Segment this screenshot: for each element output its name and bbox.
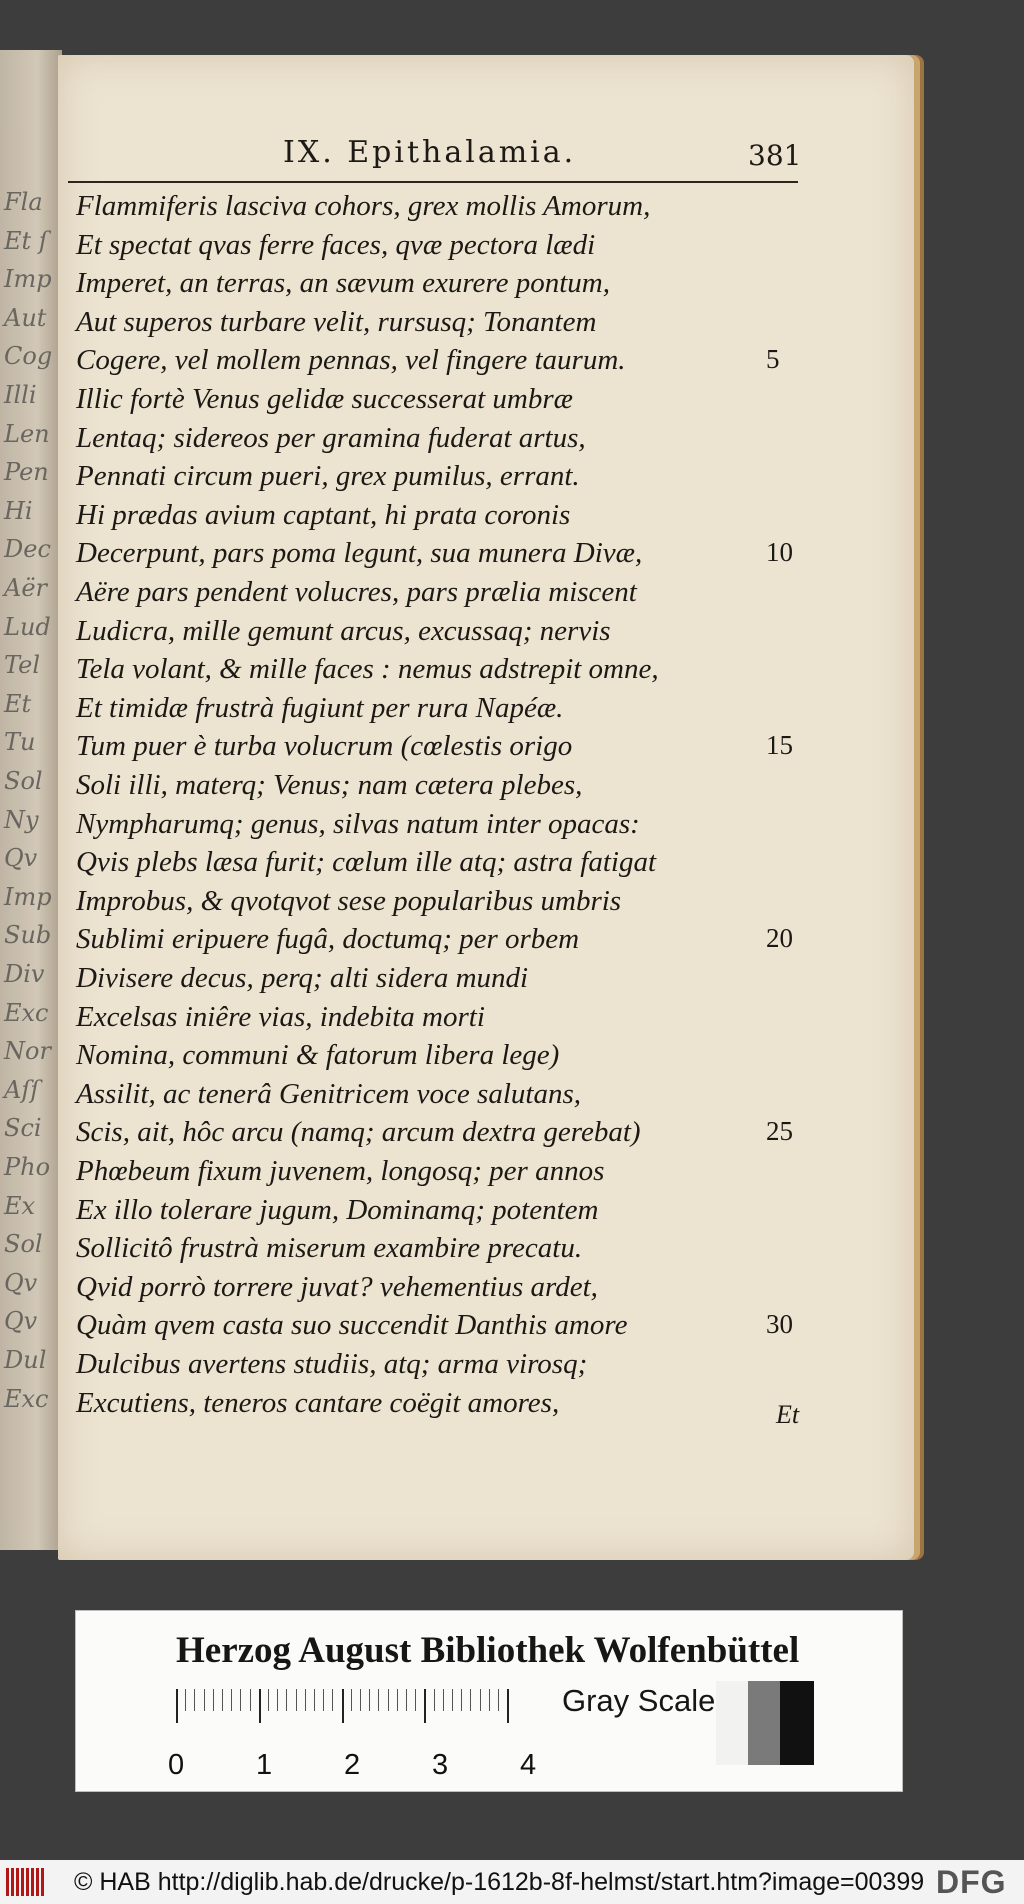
verse-text: Qvid porrò torrere juvat? vehementius ardet, bbox=[76, 1270, 598, 1303]
ruler-tick bbox=[378, 1689, 379, 1711]
previous-page-fragment: Pen bbox=[4, 458, 49, 487]
verse-text: Decerpunt, pars poma legunt, sua munera Divæ, bbox=[76, 537, 643, 570]
verse-text: Excelsas iniêre vias, indebita morti bbox=[76, 1000, 485, 1033]
verse-line bbox=[76, 962, 876, 1000]
ruler-tick bbox=[286, 1689, 287, 1711]
ruler-tick bbox=[240, 1689, 241, 1711]
verse-text: Divisere decus, perq; alti sidera mundi bbox=[76, 962, 529, 994]
verse-text: Cogere, vel mollem pennas, vel fingere taurum. bbox=[76, 344, 626, 377]
line-number: 10 bbox=[766, 537, 793, 568]
grayscale-swatch bbox=[748, 1681, 782, 1765]
verse-text: Assilit, ac tenerâ Genitricem voce salutans, bbox=[76, 1077, 581, 1110]
ruler-tick bbox=[176, 1689, 178, 1723]
ruler-digit: 4 bbox=[520, 1749, 537, 1781]
verse-line bbox=[76, 1348, 876, 1386]
ruler-tick bbox=[452, 1689, 453, 1711]
verse-line bbox=[76, 653, 876, 691]
previous-page-fragment: Dec bbox=[4, 535, 51, 564]
verse-line bbox=[76, 499, 876, 537]
previous-page-fragment: Tu bbox=[4, 728, 36, 757]
page-number: 381 bbox=[748, 139, 802, 172]
grayscale-label: Gray Scale bbox=[562, 1683, 716, 1718]
previous-page-fragment: Aut bbox=[4, 303, 47, 332]
previous-page-fragment: Sol bbox=[4, 1230, 43, 1259]
verse-text: Lentaq; sidereos per gramina fuderat artus, bbox=[76, 421, 586, 454]
hab-logo-icon bbox=[6, 1868, 44, 1896]
previous-page-fragment: Aër bbox=[4, 574, 48, 602]
ruler-tick bbox=[415, 1689, 416, 1711]
line-number: 5 bbox=[766, 344, 780, 375]
verse-text: Imperet, an terras, an sævum exurere pontum, bbox=[76, 267, 610, 300]
previous-page-fragment: Qv bbox=[4, 844, 38, 873]
verse-text: Ex illo tolerare jugum, Dominamq; potentem bbox=[76, 1193, 599, 1226]
scale-ruler bbox=[168, 1679, 556, 1781]
ruler-tick bbox=[360, 1689, 361, 1711]
previous-page-fragment: Nor bbox=[4, 1037, 51, 1066]
line-number: 30 bbox=[766, 1309, 793, 1340]
verse-text: Et spectat qvas ferre faces, qvæ pectora lædi bbox=[76, 228, 596, 261]
line-number: 15 bbox=[766, 730, 793, 761]
verse-line bbox=[76, 808, 876, 846]
previous-page-fragment: Sci bbox=[4, 1114, 42, 1143]
verse-line bbox=[76, 730, 876, 768]
verse-line bbox=[76, 383, 876, 421]
ruler-tick bbox=[268, 1689, 269, 1711]
ruler-digit: 0 bbox=[168, 1749, 185, 1781]
ruler-tick bbox=[222, 1689, 223, 1711]
verse-line bbox=[76, 190, 876, 228]
verse-text: Dulcibus avertens studiis, atq; arma virosq; bbox=[76, 1348, 588, 1380]
line-number: 25 bbox=[766, 1116, 793, 1147]
ruler-digit: 3 bbox=[432, 1749, 449, 1781]
verse-text: Sollicitô frustrà miserum exambire precatu. bbox=[76, 1232, 583, 1265]
ruler-tick bbox=[388, 1689, 389, 1711]
ruler-tick bbox=[498, 1689, 499, 1711]
ruler-tick bbox=[250, 1689, 251, 1711]
verse-line bbox=[76, 1232, 876, 1270]
verse-line bbox=[76, 1387, 876, 1425]
verse-text: Nympharumq; genus, silvas natum inter opacas: bbox=[76, 807, 640, 840]
footer-bar bbox=[0, 1860, 1024, 1904]
verse-line bbox=[76, 692, 876, 730]
ruler-digit: 2 bbox=[344, 1749, 361, 1781]
verse-text: Illic fortè Venus gelidæ successerat umbræ bbox=[76, 383, 573, 415]
verse-text: Tum puer è turba volucrum (cœlestis origo bbox=[76, 730, 573, 763]
ruler-tick bbox=[332, 1689, 333, 1711]
previous-page-fragment: Exc bbox=[4, 998, 49, 1027]
previous-page-fragment: Illi bbox=[4, 381, 37, 409]
verse-line bbox=[76, 460, 876, 498]
verse-text: Aëre pars pendent volucres, pars prælia miscent bbox=[76, 576, 637, 608]
ruler-tick bbox=[443, 1689, 444, 1711]
ruler-tick bbox=[231, 1689, 232, 1711]
running-head: IX. Epithalamia. bbox=[283, 135, 577, 170]
previous-page-fragment: Len bbox=[4, 419, 50, 448]
verse-text: Improbus, & qvotqvot sese popularibus umbris bbox=[76, 884, 622, 917]
footer-citation[interactable]: © HAB http://diglib.hab.de/drucke/p-1612b-8f-helmst/start.htm?image=00399 bbox=[74, 1868, 925, 1896]
ruler-tick bbox=[314, 1689, 315, 1711]
previous-page-fragment: Qv bbox=[4, 1268, 38, 1297]
library-title: Herzog August Bibliothek Wolfenbüttel bbox=[176, 1630, 800, 1671]
verse-line bbox=[76, 1001, 876, 1039]
verse-line bbox=[76, 923, 876, 961]
ruler-tick bbox=[204, 1689, 205, 1711]
verse-line bbox=[76, 1078, 876, 1116]
verse-line bbox=[76, 846, 876, 884]
ruler-tick bbox=[351, 1689, 352, 1711]
previous-page-fragment: Fla bbox=[4, 188, 43, 216]
previous-page-fragment: Hi bbox=[4, 496, 33, 525]
catchword: Et bbox=[776, 1400, 800, 1429]
previous-page-fragment: Qv bbox=[4, 1307, 38, 1336]
verse-line bbox=[76, 1194, 876, 1232]
verse-line bbox=[76, 1039, 876, 1077]
header-rule bbox=[68, 181, 798, 183]
library-color-card bbox=[75, 1610, 903, 1792]
previous-page-fragment: Lud bbox=[4, 612, 51, 641]
ruler-tick bbox=[369, 1689, 370, 1711]
ruler-tick bbox=[213, 1689, 214, 1711]
verse-text: Aut superos turbare velit, rursusq; Tonantem bbox=[76, 305, 597, 338]
previous-page-fragment: Et ſ bbox=[4, 226, 48, 255]
verse-line bbox=[76, 537, 876, 575]
verse-text: Tela volant, & mille faces : nemus adstrepit omne, bbox=[76, 653, 659, 686]
ruler-tick bbox=[470, 1689, 471, 1711]
verse-text: Soli illi, materq; Venus; nam cætera plebes, bbox=[76, 769, 583, 801]
previous-page-fragment: Et bbox=[4, 689, 32, 718]
ruler-tick bbox=[507, 1689, 509, 1723]
previous-page-fragment: Sub bbox=[4, 921, 52, 950]
verse-text: Excutiens, teneros cantare coëgit amores, bbox=[76, 1386, 560, 1419]
ruler-tick bbox=[424, 1689, 426, 1723]
verse-line bbox=[76, 229, 876, 267]
verse-text: Et timidæ frustrà fugiunt per rura Napéæ. bbox=[76, 691, 564, 724]
ruler-tick bbox=[461, 1689, 462, 1711]
ruler-tick bbox=[259, 1689, 261, 1723]
verse-line bbox=[76, 576, 876, 614]
verse-text: Pennati circum pueri, grex pumilus, errant. bbox=[76, 460, 580, 493]
ruler-tick bbox=[277, 1689, 278, 1711]
ruler-tick bbox=[323, 1689, 324, 1711]
grayscale-swatch bbox=[716, 1681, 750, 1765]
previous-page-fragment: Ex bbox=[4, 1191, 36, 1220]
verse-text: Nomina, communi & fatorum libera lege) bbox=[76, 1039, 560, 1072]
verse-line bbox=[76, 769, 876, 807]
verse-line bbox=[76, 1271, 876, 1309]
verse-line bbox=[76, 1309, 876, 1347]
verse-line bbox=[76, 306, 876, 344]
dfg-logo: DFG bbox=[936, 1864, 1007, 1900]
verse-text: Qvis plebs læsa furit; cœlum ille atq; astra fatigat bbox=[76, 846, 656, 879]
previous-page-fragment: Pho bbox=[4, 1153, 51, 1181]
ruler-tick bbox=[434, 1689, 435, 1711]
line-number: 20 bbox=[766, 923, 793, 954]
previous-page-fragment: Sol bbox=[4, 767, 43, 795]
verse-text: Ludicra, mille gemunt arcus, excussaq; nervis bbox=[76, 614, 611, 647]
previous-page-edge bbox=[0, 50, 62, 1550]
previous-page-fragment: Imp bbox=[4, 882, 52, 911]
previous-page-fragment: Div bbox=[4, 960, 45, 988]
verse-line bbox=[76, 615, 876, 653]
ruler-tick bbox=[305, 1689, 306, 1711]
previous-page-fragment: Aſſ bbox=[4, 1075, 40, 1104]
verse-text: Quàm qvem casta suo succendit Danthis amore bbox=[76, 1309, 628, 1342]
verse-text: Sublimi eripuere fugâ, doctumq; per orbem bbox=[76, 923, 580, 956]
ruler-tick bbox=[185, 1689, 186, 1711]
verse-line bbox=[76, 1155, 876, 1193]
ruler-tick bbox=[194, 1689, 195, 1711]
ruler-tick bbox=[296, 1689, 297, 1711]
book-page bbox=[58, 55, 914, 1560]
ruler-digit: 1 bbox=[256, 1749, 273, 1781]
verse-text: Hi prædas avium captant, hi prata coronis bbox=[76, 498, 571, 531]
previous-page-fragment: Dul bbox=[4, 1346, 47, 1374]
verse-line bbox=[76, 267, 876, 305]
previous-page-fragment: Exc bbox=[4, 1384, 49, 1413]
verse-text: Flammiferis lasciva cohors, grex mollis Amorum, bbox=[76, 190, 651, 222]
previous-page-fragment: Tel bbox=[4, 651, 41, 680]
verse-text: Scis, ait, hôc arcu (namq; arcum dextra gerebat) bbox=[76, 1116, 641, 1149]
verse-line bbox=[76, 422, 876, 460]
previous-page-fragment: Imp bbox=[4, 265, 52, 294]
ruler-tick bbox=[489, 1689, 490, 1711]
verse-line bbox=[76, 885, 876, 923]
previous-page-fragment: Ny bbox=[4, 805, 39, 834]
ruler-tick bbox=[342, 1689, 344, 1723]
verse-line bbox=[76, 344, 876, 382]
previous-page-fragment: Cog bbox=[4, 342, 53, 371]
ruler-tick bbox=[406, 1689, 407, 1711]
ruler-tick bbox=[397, 1689, 398, 1711]
verse-text: Phœbeum fixum juvenem, longosq; per annos bbox=[76, 1155, 605, 1187]
verse-line bbox=[76, 1116, 876, 1154]
grayscale-swatch bbox=[780, 1681, 814, 1765]
ruler-tick bbox=[480, 1689, 481, 1711]
page-header bbox=[58, 135, 914, 175]
